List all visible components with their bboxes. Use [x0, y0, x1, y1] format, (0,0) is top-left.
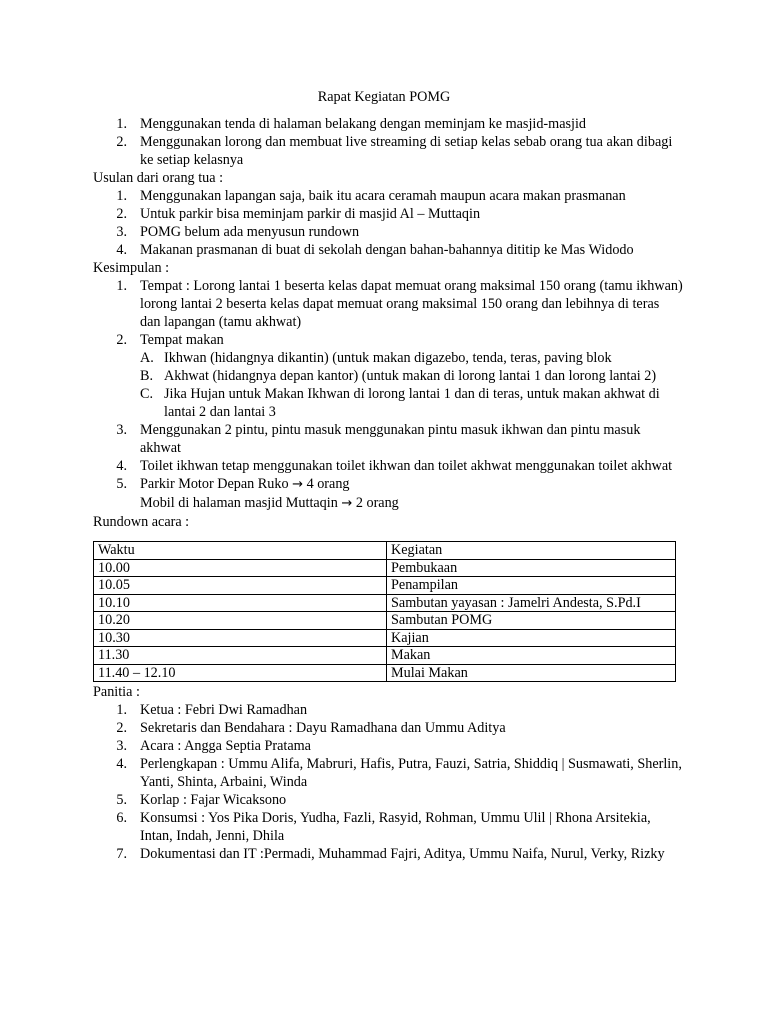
list-text: Korlap : Fajar Wicaksono	[140, 792, 287, 808]
list-number: 2.	[116, 206, 127, 222]
list-text: Toilet ikhwan tetap menggunakan toilet ikhwan dan toilet akhwat menggunakan toilet akhwat	[140, 458, 673, 474]
list-number: 1.	[116, 116, 127, 132]
sub-list-item	[140, 367, 683, 385]
list-number: 1.	[116, 278, 127, 294]
table-cell-time: 10.05	[94, 577, 387, 595]
table-row	[94, 577, 676, 595]
sub-list-text: Jika Hujan untuk Makan Ikhwan di lorong lantai 1 dan di teras, untuk makan akhwat di lantai 2 dan lantai 3	[164, 386, 660, 420]
table-cell-time: 11.30	[94, 647, 387, 665]
sub-list-letter: C.	[140, 386, 154, 402]
kesimpulan-list	[93, 277, 683, 513]
list-item	[93, 475, 683, 513]
rundown-heading: Rundown acara :	[93, 514, 190, 530]
table-cell-time: 10.10	[94, 594, 387, 612]
list-text: Acara : Angga Septia Pratama	[140, 738, 311, 754]
list-content	[140, 475, 683, 513]
document-body	[93, 115, 683, 863]
table-header-row	[94, 542, 676, 560]
list-text: Makanan prasmanan di buat di sekolah dengan bahan-bahannya dititip ke Mas Widodo	[140, 242, 634, 258]
list-text: Tempat : Lorong lantai 1 beserta kelas dapat memuat orang maksimal 150 orang (tamu ikhwan) lorong lantai 2 beserta kelas dapat memuat orang maksimal 150 orang dan lebihnya di teras dan lapangan (tamu akhwat)	[140, 278, 683, 330]
list-text: Tempat makan	[140, 332, 224, 348]
column-header: Waktu	[94, 542, 387, 560]
list-item	[93, 845, 683, 863]
table-cell-activity: Mulai Makan	[387, 664, 676, 682]
list-number: 7.	[116, 846, 127, 862]
list-item	[93, 701, 683, 719]
list-number: 1.	[116, 188, 127, 204]
table-cell-activity: Sambutan yayasan : Jamelri Andesta, S.Pd.I	[387, 594, 676, 612]
list-item	[93, 791, 683, 809]
sub-list-letter: A.	[140, 350, 154, 366]
list-item	[93, 719, 683, 737]
list-text: POMG belum ada menyusun rundown	[140, 224, 360, 240]
parking-value: 2 orang	[355, 495, 399, 511]
table-row	[94, 594, 676, 612]
table-cell-time: 10.30	[94, 629, 387, 647]
rundown-table	[93, 541, 676, 682]
arrow-right-icon: →	[341, 496, 353, 511]
list-item	[93, 241, 683, 259]
list-item	[93, 187, 683, 205]
table-row	[94, 559, 676, 577]
list-text: Ketua : Febri Dwi Ramadhan	[140, 702, 308, 718]
panitia-heading: Panitia :	[93, 684, 140, 700]
list-number: 2.	[116, 332, 127, 348]
list-content	[140, 331, 683, 421]
panitia-list	[93, 701, 683, 863]
sub-list-item	[140, 349, 683, 367]
list-item	[93, 737, 683, 755]
list-item	[93, 223, 683, 241]
list-item	[93, 421, 683, 457]
list-text: Dokumentasi dan IT :Permadi, Muhammad Fajri, Aditya, Ummu Naifa, Nurul, Verky, Rizky	[140, 846, 665, 862]
table-cell-time: 10.20	[94, 612, 387, 630]
list-text: Menggunakan lapangan saja, baik itu acara ceramah maupun acara makan prasmanan	[140, 188, 626, 204]
table-cell-time: 11.40 – 12.10	[94, 664, 387, 682]
table-cell-activity: Penampilan	[387, 577, 676, 595]
list-number: 4.	[116, 242, 127, 258]
table-row	[94, 629, 676, 647]
list-item	[93, 133, 683, 169]
column-header: Kegiatan	[387, 542, 676, 560]
list-text: Menggunakan tenda di halaman belakang dengan meminjam ke masjid-masjid	[140, 116, 586, 132]
list-item	[93, 205, 683, 223]
list-item	[93, 115, 683, 133]
table-cell-time: 10.00	[94, 559, 387, 577]
table-cell-activity: Sambutan POMG	[387, 612, 676, 630]
usulan-list	[93, 187, 683, 259]
list-number: 4.	[116, 458, 127, 474]
parking-value: 4 orang	[306, 476, 350, 492]
list-number: 3.	[116, 422, 127, 438]
list-text: Perlengkapan : Ummu Alifa, Mabruri, Hafis, Putra, Fauzi, Satria, Shiddiq | Susmawati, Sherlin, Yanti, Shinta, Arbaini, Winda	[140, 756, 682, 790]
arrow-right-icon: →	[292, 477, 304, 492]
list-number: 6.	[116, 810, 127, 826]
document-title: Rapat Kegiatan POMG	[317, 89, 451, 105]
list-item	[93, 755, 683, 791]
sub-list-text: Akhwat (hidangnya depan kantor) (untuk makan di lorong lantai 1 dan lorong lantai 2)	[164, 368, 657, 384]
list-number: 3.	[116, 224, 127, 240]
sub-list-item	[140, 385, 683, 421]
sub-list-text: Ikhwan (hidangnya dikantin) (untuk makan digazebo, tenda, teras, paving blok	[164, 350, 612, 366]
list-number: 5.	[116, 476, 127, 492]
list-item	[93, 277, 683, 331]
list-item	[93, 331, 683, 421]
list-number: 2.	[116, 720, 127, 736]
table-cell-activity: Pembukaan	[387, 559, 676, 577]
list-number: 3.	[116, 738, 127, 754]
parking-label: Mobil di halaman masjid Muttaqin	[140, 495, 338, 511]
list-text: Konsumsi : Yos Pika Doris, Yudha, Fazli, Rasyid, Rohman, Ummu Ulil | Rhona Arsitekia, Intan, Indah, Jenni, Dhila	[140, 810, 651, 844]
list-item	[93, 457, 683, 475]
list-text: Sekretaris dan Bendahara : Dayu Ramadhana dan Ummu Aditya	[140, 720, 506, 736]
kesimpulan-heading: Kesimpulan :	[93, 260, 170, 276]
list-item	[93, 809, 683, 845]
table-cell-activity: Makan	[387, 647, 676, 665]
list-text: Menggunakan lorong dan membuat live streaming di setiap kelas sebab orang tua akan dibagi ke setiap kelasnya	[140, 134, 673, 168]
parking-line-motor	[140, 475, 683, 494]
list-number: 2.	[116, 134, 127, 150]
list-number: 5.	[116, 792, 127, 808]
list-number: 1.	[116, 702, 127, 718]
table-row	[94, 612, 676, 630]
table-row	[94, 647, 676, 665]
table-row	[94, 664, 676, 682]
parking-line-car	[140, 494, 683, 513]
table-cell-activity: Kajian	[387, 629, 676, 647]
intro-list	[93, 115, 683, 169]
sub-list-letter: B.	[140, 368, 154, 384]
usulan-heading: Usulan dari orang tua :	[93, 170, 224, 186]
list-number: 4.	[116, 756, 127, 772]
list-text: Menggunakan 2 pintu, pintu masuk menggunakan pintu masuk ikhwan dan pintu masuk akhwat	[140, 422, 641, 456]
list-text: Untuk parkir bisa meminjam parkir di masjid Al – Muttaqin	[140, 206, 481, 222]
parking-label: Parkir Motor Depan Ruko	[140, 476, 289, 492]
